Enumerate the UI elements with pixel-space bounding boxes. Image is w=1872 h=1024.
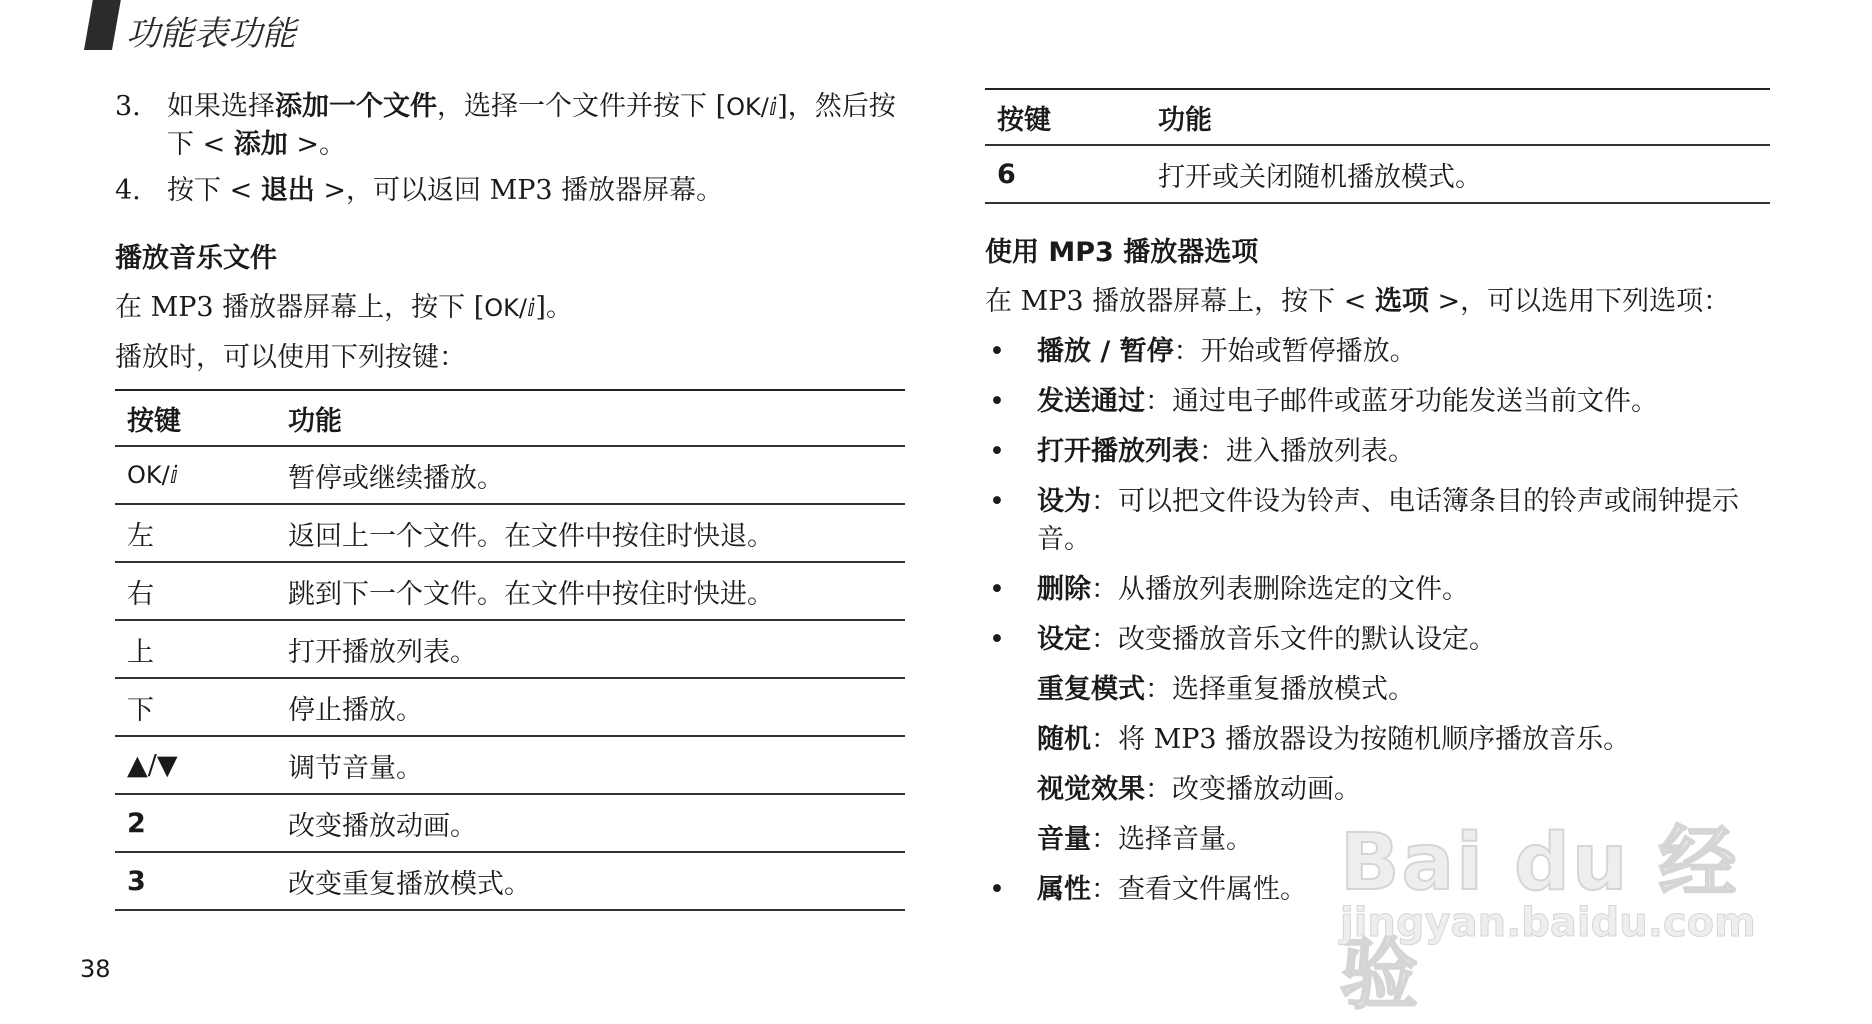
ok-key-label: OK/ⅈ <box>484 294 536 322</box>
step-4 <box>115 172 905 210</box>
sub-option-desc: ：选择音量。 <box>1091 824 1253 855</box>
list-item <box>985 483 1770 559</box>
sub-option-name: 重复模式 <box>1037 674 1145 705</box>
baidu-jingyan-watermark <box>1340 800 1780 1020</box>
key-cell: 6 <box>985 145 1146 203</box>
step-text: 按下 < <box>167 175 261 206</box>
option-name: 删除 <box>1037 574 1091 605</box>
step-number: 4. <box>115 175 141 206</box>
options-softkey: 选项 <box>1374 286 1429 317</box>
table-row <box>115 852 905 910</box>
bullet: • <box>989 386 1005 417</box>
table-row <box>115 504 905 562</box>
paragraph-keys-intro: 播放时，可以使用下列按键： <box>115 342 466 373</box>
key-cell: 左 <box>115 504 276 562</box>
option-desc: ：从播放列表删除选定的文件。 <box>1091 574 1469 605</box>
list-item <box>985 433 1770 471</box>
function-cell: 跳到下一个文件。在文件中按住时快进。 <box>276 562 905 620</box>
table-row <box>985 145 1770 203</box>
bullet: • <box>989 874 1005 905</box>
key-cell: 右 <box>115 562 276 620</box>
option-desc: ：可以把文件设为铃声、电话簿条目的铃声或闹钟提示音。 <box>1037 486 1739 555</box>
option-desc: ：改变播放音乐文件的默认设定。 <box>1091 624 1496 655</box>
sub-option-desc: ：选择重复播放模式。 <box>1145 674 1415 705</box>
paragraph-text: >，可以选用下列选项： <box>1428 286 1731 317</box>
paragraph-text: 在 MP3 播放器屏幕上，按下 [ <box>115 292 485 323</box>
list-item <box>985 621 1770 659</box>
option-name: 设为 <box>1037 486 1091 517</box>
key-cell: 上 <box>115 620 276 678</box>
key-cell: 下 <box>115 678 276 736</box>
paragraph-options-intro <box>985 283 1770 321</box>
function-cell: 改变重复播放模式。 <box>276 852 905 910</box>
function-cell: 停止播放。 <box>276 678 905 736</box>
key-function-table-continued <box>985 88 1770 204</box>
column-header-key: 按键 <box>115 390 276 446</box>
step-text: ，选择一个文件并按下 [ <box>437 91 727 122</box>
step-bold-softkey: 退出 <box>260 175 315 206</box>
paragraph-text: 在 MP3 播放器屏幕上，按下 < <box>985 286 1375 317</box>
option-desc: ：通过电子邮件或蓝牙功能发送当前文件。 <box>1145 386 1658 417</box>
option-name: 播放 / 暂停 <box>1037 336 1174 367</box>
step-text: >。 <box>287 129 347 160</box>
sub-option-name: 随机 <box>1037 724 1091 755</box>
function-cell: 返回上一个文件。在文件中按住时快退。 <box>276 504 905 562</box>
step-bold-option: 添加一个文件 <box>275 91 437 122</box>
column-header-key: 按键 <box>985 89 1146 145</box>
table-row <box>115 446 905 504</box>
watermark-logo: Bai du 经验 <box>1340 818 1739 1020</box>
key-function-table <box>115 389 905 911</box>
option-name: 设定 <box>1037 624 1091 655</box>
key-cell: ▲/▼ <box>115 736 276 794</box>
sub-option-name: 音量 <box>1037 824 1091 855</box>
function-cell: 调节音量。 <box>276 736 905 794</box>
sub-option-name: 视觉效果 <box>1037 774 1145 805</box>
ok-key-label: OK/ⅈ <box>726 93 778 121</box>
function-cell: 改变播放动画。 <box>276 794 905 852</box>
key-cell: 2 <box>115 794 276 852</box>
sub-option-desc: ：将 MP3 播放器设为按随机顺序播放音乐。 <box>1091 724 1631 755</box>
key-cell: 3 <box>115 852 276 910</box>
option-desc: ：开始或暂停播放。 <box>1173 336 1417 367</box>
paragraph-press-ok <box>115 289 905 327</box>
option-desc: ：查看文件属性。 <box>1091 874 1307 905</box>
sub-item <box>985 671 1770 709</box>
step-text: 如果选择 <box>167 91 275 122</box>
option-name: 打开播放列表 <box>1037 436 1199 467</box>
table-row <box>115 562 905 620</box>
function-cell: 打开或关闭随机播放模式。 <box>1146 145 1770 203</box>
table-header-row <box>115 390 905 446</box>
option-desc: ：进入播放列表。 <box>1199 436 1415 467</box>
bullet: • <box>989 436 1005 467</box>
function-cell: 暂停或继续播放。 <box>276 446 905 504</box>
list-item <box>985 571 1770 609</box>
bullet: • <box>989 574 1005 605</box>
watermark-url: jingyan.baidu.com <box>1340 900 1756 946</box>
key-cell: OK/ⅈ <box>115 446 276 504</box>
function-cell: 打开播放列表。 <box>276 620 905 678</box>
section-heading-play-music: 播放音乐文件 <box>115 243 277 274</box>
page-number: 38 <box>80 955 111 983</box>
bullet: • <box>989 486 1005 517</box>
sub-option-desc: ：改变播放动画。 <box>1145 774 1361 805</box>
list-item <box>985 383 1770 421</box>
step-text: >，可以返回 MP3 播放器屏幕。 <box>314 175 724 206</box>
table-row <box>115 794 905 852</box>
list-item <box>985 333 1770 371</box>
left-column <box>115 88 905 911</box>
step-number: 3. <box>115 91 141 122</box>
right-column <box>985 88 1770 921</box>
column-header-function: 功能 <box>1146 89 1770 145</box>
option-name: 属性 <box>1037 874 1091 905</box>
step-3 <box>115 88 905 164</box>
table-row <box>115 678 905 736</box>
bullet: • <box>989 336 1005 367</box>
options-list <box>985 333 1770 659</box>
paragraph-text: ]。 <box>535 292 573 323</box>
bullet: • <box>989 624 1005 655</box>
header-title: 功能表功能 <box>126 14 296 54</box>
step-text: ]，然后按下 < <box>167 91 896 160</box>
table-row <box>115 736 905 794</box>
step-bold-softkey: 添加 <box>233 129 288 160</box>
option-name: 发送通过 <box>1037 386 1145 417</box>
table-row <box>115 620 905 678</box>
sub-item <box>985 721 1770 759</box>
header-bar <box>84 0 121 50</box>
table-header-row <box>985 89 1770 145</box>
column-header-function: 功能 <box>276 390 905 446</box>
section-heading-mp3-options: 使用 MP3 播放器选项 <box>985 237 1259 268</box>
